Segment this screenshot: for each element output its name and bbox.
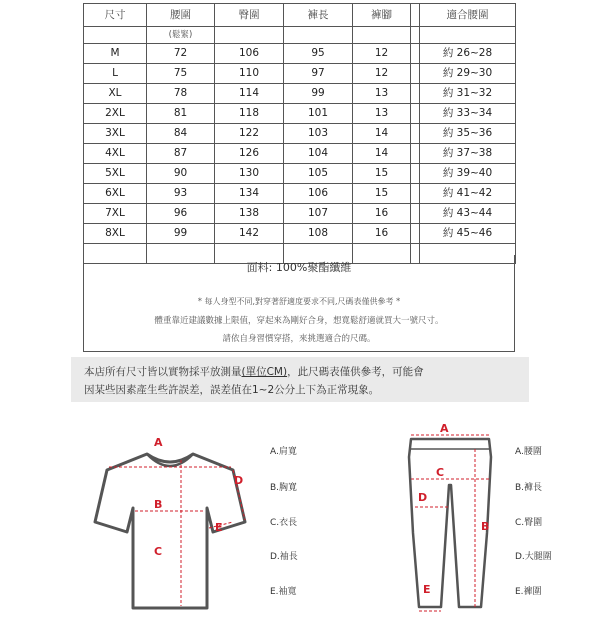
table-cell: 12	[353, 44, 411, 64]
shirt-legend-chest: B.胸寬	[270, 483, 298, 493]
unit-note: (單位CM)	[241, 366, 288, 378]
table-row	[84, 224, 516, 244]
shirt-label-d: D	[234, 474, 244, 487]
header-size: 尺寸	[84, 4, 147, 27]
table-row	[84, 44, 516, 64]
table-cell: 約 31~32	[420, 84, 516, 104]
fabric-text: 面料: 100%聚酯纖維	[246, 261, 352, 274]
shirt-label-e: E	[215, 521, 223, 534]
pants-label-a: A	[440, 422, 449, 435]
pants-legend-hem: E.褲圍	[515, 587, 542, 597]
table-cell: 4XL	[84, 144, 147, 164]
table-cell: 81	[147, 104, 215, 124]
table-row	[84, 124, 516, 144]
header-waist: 腰圍	[147, 4, 215, 27]
table-cell: 7XL	[84, 204, 147, 224]
shirt-label-c: C	[154, 545, 163, 558]
spacer-cell	[411, 164, 420, 184]
table-cell: 122	[215, 124, 284, 144]
shirt-legend-sleeve-width: E.袖寬	[270, 587, 297, 597]
spacer-cell	[411, 184, 420, 204]
table-cell: 110	[215, 64, 284, 84]
table-subheader-row	[84, 27, 516, 44]
spacer-cell	[411, 84, 420, 104]
disclaimer-panel	[71, 357, 529, 402]
table-row	[84, 104, 516, 124]
table-cell: 約 29~30	[420, 64, 516, 84]
table-cell: 96	[147, 204, 215, 224]
table-cell: 約 39~40	[420, 164, 516, 184]
table-cell: 130	[215, 164, 284, 184]
table-row	[84, 84, 516, 104]
table-cell: 108	[284, 224, 353, 244]
table-cell: 118	[215, 104, 284, 124]
subheader-elastic: (鬆緊)	[147, 27, 215, 44]
spacer-cell	[411, 4, 420, 27]
table-cell: 93	[147, 184, 215, 204]
table-row	[84, 164, 516, 184]
pants-legend-hip: C.臀圍	[515, 518, 543, 528]
table-cell: 95	[284, 44, 353, 64]
table-cell: 約 41~42	[420, 184, 516, 204]
table-cell: 16	[353, 224, 411, 244]
pants-legend-waist: A.腰圍	[515, 447, 542, 457]
spacer-cell	[411, 204, 420, 224]
shirt-label-b: B	[154, 498, 163, 511]
shirt-legend-shoulder: A.肩寬	[270, 447, 297, 457]
table-cell: 90	[147, 164, 215, 184]
table-cell: L	[84, 64, 147, 84]
table-cell: 87	[147, 144, 215, 164]
table-cell: 15	[353, 184, 411, 204]
table-cell: 103	[284, 124, 353, 144]
table-cell: 101	[284, 104, 353, 124]
header-hem: 褲腳	[353, 4, 411, 27]
table-cell: 114	[215, 84, 284, 104]
note-weight: 體重靠近建議數據上限值，穿起來為剛好合身，想寬鬆舒適就買大一號尺寸。	[154, 316, 444, 326]
table-cell: 106	[284, 184, 353, 204]
pants-label-d: D	[418, 491, 428, 504]
spacer-cell	[411, 44, 420, 64]
disclaimer-line-1: 本店所有尺寸皆以實物採平放測量(單位CM)，此尺碼表僅供參考，可能會	[84, 366, 424, 378]
notes-panel	[83, 255, 515, 352]
table-cell: 138	[215, 204, 284, 224]
note-body-type: * 每人身型不同,對穿著舒適度要求不同,尺碼表僅供參考 *	[197, 297, 401, 306]
table-header-row	[84, 4, 516, 27]
pants-legend-thigh: D.大腿圍	[515, 552, 552, 562]
table-cell: 84	[147, 124, 215, 144]
shirt-legend-length: C.衣長	[270, 518, 298, 528]
table-cell: XL	[84, 84, 147, 104]
table-cell: 134	[215, 184, 284, 204]
header-fit-waist: 適合腰圍	[420, 4, 516, 27]
header-length: 褲長	[284, 4, 353, 27]
spacer-cell	[411, 224, 420, 244]
table-cell: 75	[147, 64, 215, 84]
shirt-label-a: A	[154, 436, 163, 449]
spacer-cell	[411, 104, 420, 124]
table-row	[84, 64, 516, 84]
table-cell: 99	[284, 84, 353, 104]
size-table	[83, 3, 516, 264]
spacer-cell	[411, 144, 420, 164]
table-cell: 約 35~36	[420, 124, 516, 144]
pants-label-c: C	[436, 466, 445, 479]
table-cell: 約 37~38	[420, 144, 516, 164]
table-cell: 2XL	[84, 104, 147, 124]
table-cell: 約 33~34	[420, 104, 516, 124]
table-cell: 13	[353, 104, 411, 124]
table-cell: 104	[284, 144, 353, 164]
table-cell: 107	[284, 204, 353, 224]
table-cell: 142	[215, 224, 284, 244]
spacer-cell	[411, 124, 420, 144]
tshirt-diagram	[85, 440, 255, 620]
table-cell: 14	[353, 144, 411, 164]
table-cell: 14	[353, 124, 411, 144]
note-choose: 請依自身習慣穿搭，來挑選適合的尺碼。	[222, 334, 376, 344]
tshirt-collar	[147, 454, 193, 466]
table-cell: 99	[147, 224, 215, 244]
table-cell: 126	[215, 144, 284, 164]
table-cell: 約 26~28	[420, 44, 516, 64]
table-cell: 16	[353, 204, 411, 224]
pants-outline	[409, 439, 491, 607]
table-cell: 8XL	[84, 224, 147, 244]
table-cell: 約 45~46	[420, 224, 516, 244]
pants-legend-length: B.褲長	[515, 483, 543, 493]
header-hip: 臀圍	[215, 4, 284, 27]
table-cell: 3XL	[84, 124, 147, 144]
table-cell: 97	[284, 64, 353, 84]
pants-label-b: B	[481, 520, 490, 533]
table-row	[84, 184, 516, 204]
spacer-cell	[411, 64, 420, 84]
table-cell: 6XL	[84, 184, 147, 204]
pants-label-e: E	[423, 583, 431, 596]
table-cell: M	[84, 44, 147, 64]
table-cell: 106	[215, 44, 284, 64]
table-cell: 72	[147, 44, 215, 64]
table-body	[84, 44, 516, 244]
shirt-legend-sleeve-length: D.袖長	[270, 552, 298, 562]
table-cell: 13	[353, 84, 411, 104]
table-cell: 15	[353, 164, 411, 184]
disclaimer-line-2: 因某些因素產生些許誤差，誤差值在1~2公分上下為正常現象。	[84, 384, 380, 396]
table-row	[84, 204, 516, 224]
table-cell: 5XL	[84, 164, 147, 184]
table-cell: 約 43~44	[420, 204, 516, 224]
table-cell: 78	[147, 84, 215, 104]
table-cell: 12	[353, 64, 411, 84]
table-cell: 105	[284, 164, 353, 184]
table-row	[84, 144, 516, 164]
